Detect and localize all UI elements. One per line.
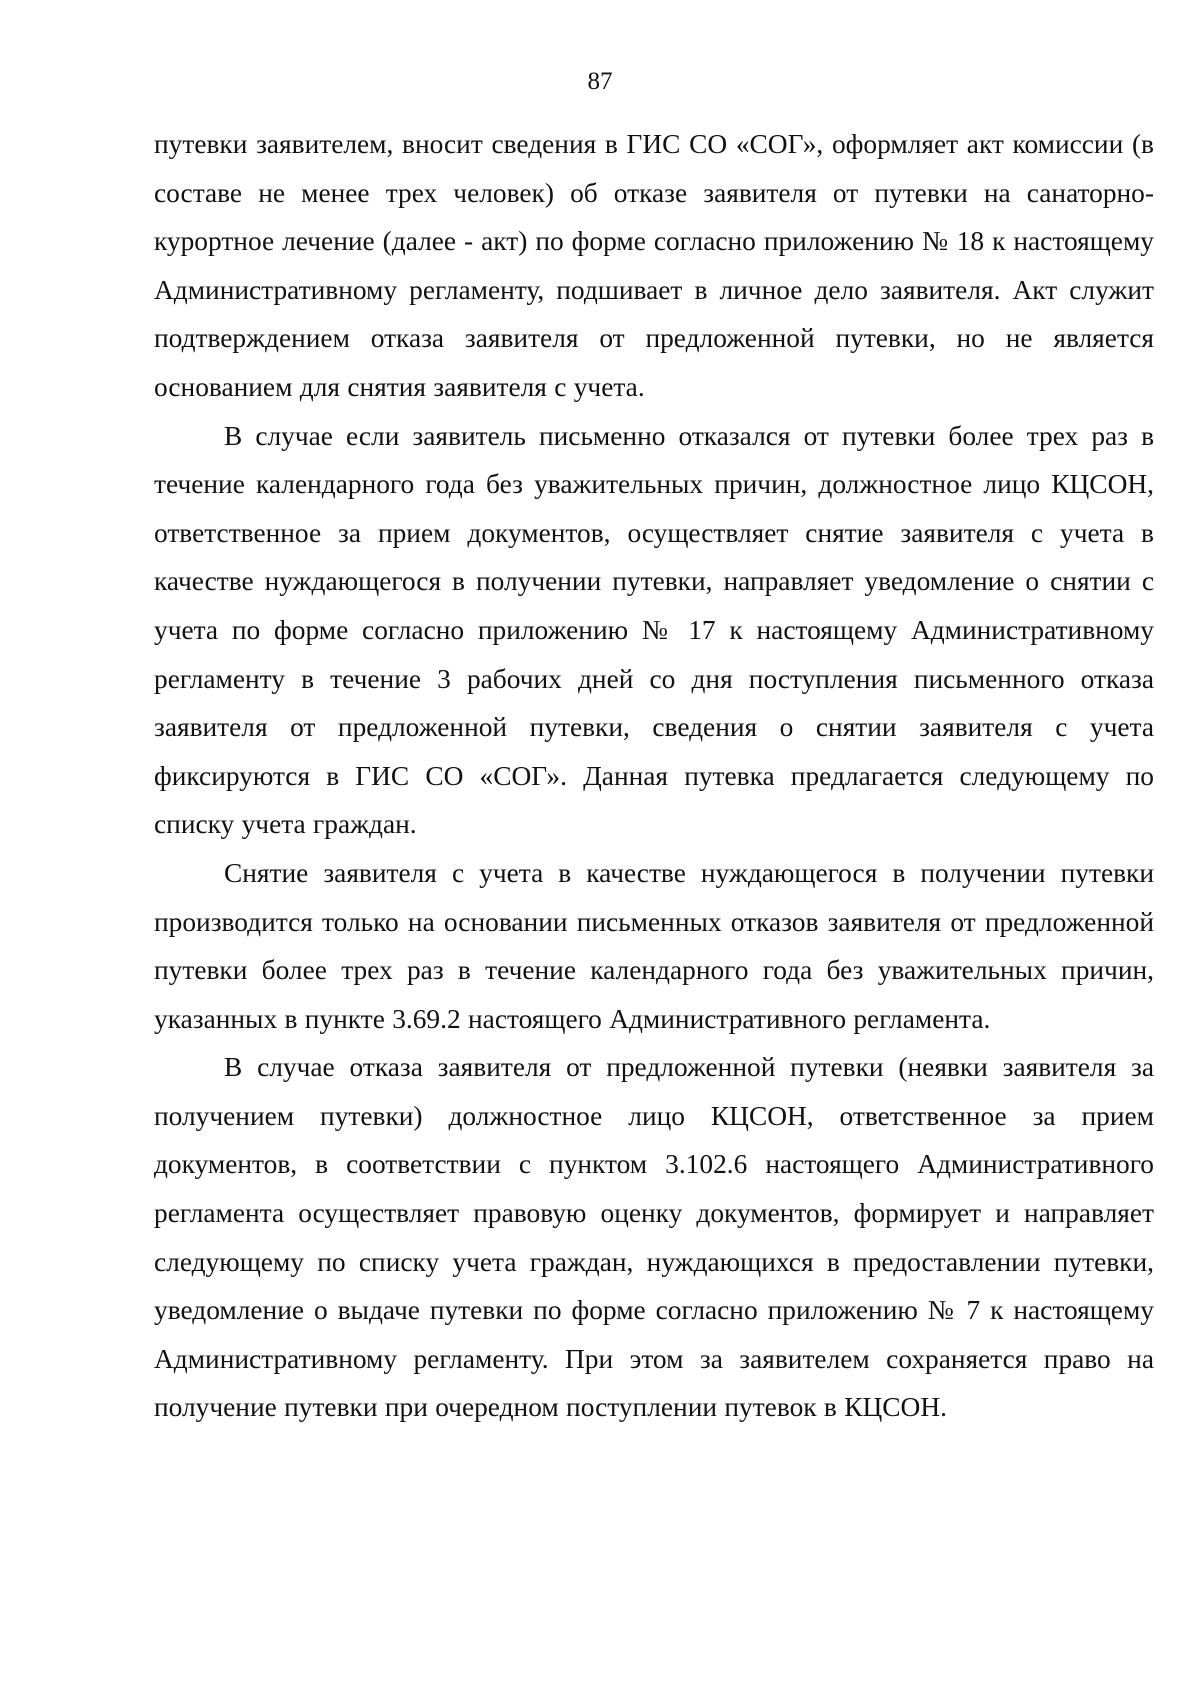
paragraph-refusal-three-times: В случае если заявитель письменно отказался от путевки более трех раз в течение календарного года без уважительных причин, должностное лицо КЦСОН, ответственное за прием документов, осуществляет снятие заявителя с учета в качестве нуждающегося в получении путевки, направляет уведомление о снятии с учета по форме согласно приложению № 17 к настоящему Административному регламенту в течение 3 рабочих дней со дня поступления письменного отказа заявителя от предложенной путевки, сведения о снятии заявителя с учета фиксируются в ГИС СО «СОГ». Данная путевка предлагается следующему по списку учета граждан. — [154, 420, 1154, 840]
page-number: 87 — [587, 68, 613, 95]
paragraph-refusal-next-in-list: В случае отказа заявителя от предложенной путевки (неявки заявителя за получением путевки) должностное лицо КЦСОН, ответственное за прием документов, в соответствии с пунктом 3.102.6 настоящего Административного регламента осуществляет правовую оценку документов, формирует и направляет следующему по списку учета граждан, нуждающихся в предоставлении путевки, уведомление о выдаче путевки по форме согласно приложению № 7 к настоящему Административному регламенту. При этом за заявителем сохраняется право на получение путевки при очередном поступлении путевок в КЦСОН. — [154, 1052, 1154, 1423]
document-body — [154, 120, 1154, 1432]
paragraph-removal-from-register: Снятие заявителя с учета в качестве нуждающегося в получении путевки производится только на основании письменных отказов заявителя от предложенной путевки более трех раз в течение календарного года без уважительных причин, указанных в пункте 3.69.2 настоящего Административного регламента. — [154, 857, 1154, 1034]
paragraph-continuation: путевки заявителем, вносит сведения в ГИС СО «СОГ», оформляет акт комиссии (в составе не менее трех человек) об отказе заявителя от путевки на санаторно-курортное лечение (далее - акт) по форме согласно приложению № 18 к настоящему Административному регламенту, подшивает в личное дело заявителя. Акт служит подтверждением отказа заявителя от предложенной путевки, но не является основанием для снятия заявителя с учета. — [154, 129, 1154, 402]
